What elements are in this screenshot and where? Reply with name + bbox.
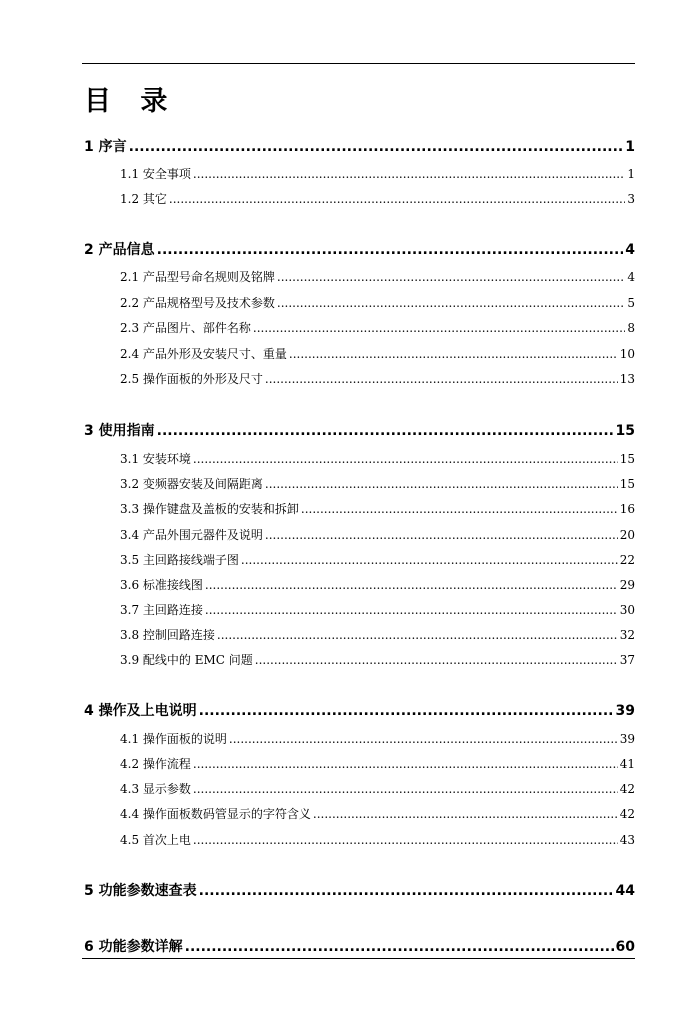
toc-item-2-3[interactable] — [120, 319, 635, 337]
toc-page-number: 32 — [619, 628, 635, 642]
leader-dots — [193, 450, 618, 468]
leader-dots — [169, 190, 625, 208]
toc-section-1[interactable] — [84, 137, 635, 157]
toc-item-label: 2.4 产品外形及安装尺寸、重量 — [120, 347, 287, 361]
toc-item-label: 4.2 操作流程 — [120, 757, 191, 771]
page-title: 目 录 — [84, 86, 178, 117]
toc-section-label: 3 使用指南 — [84, 423, 155, 439]
toc-item-label: 3.2 变频器安装及间隔距离 — [120, 477, 263, 491]
toc-page-number: 42 — [619, 807, 635, 821]
toc-item-2-1[interactable] — [120, 268, 635, 286]
toc-page-number: 1 — [625, 139, 635, 155]
leader-dots — [205, 601, 618, 619]
leader-dots — [193, 755, 618, 773]
leader-dots — [157, 421, 614, 441]
toc-item-3-2[interactable] — [120, 475, 635, 493]
leader-dots — [265, 370, 618, 388]
toc-item-4-3[interactable] — [120, 780, 635, 798]
toc-page-number: 15 — [615, 423, 635, 439]
toc-page-number: 30 — [619, 603, 635, 617]
toc-page-number: 37 — [619, 653, 635, 667]
toc-page-number: 44 — [615, 883, 635, 899]
leader-dots — [265, 526, 618, 544]
toc-item-label: 3.1 安装环境 — [120, 452, 191, 466]
toc-section-2[interactable] — [84, 240, 635, 260]
toc-item-label: 3.7 主回路连接 — [120, 603, 203, 617]
leader-dots — [313, 805, 618, 823]
toc-section-3[interactable] — [84, 421, 635, 441]
toc-item-label: 2.3 产品图片、部件名称 — [120, 321, 251, 335]
toc-item-label: 3.8 控制回路连接 — [120, 628, 215, 642]
leader-dots — [199, 701, 614, 721]
toc-page-number: 10 — [619, 347, 635, 361]
toc-item-label: 3.3 操作键盘及盖板的安装和拆卸 — [120, 502, 299, 516]
leader-dots — [301, 500, 618, 518]
toc-page-number: 39 — [615, 703, 635, 719]
toc-item-label: 2.2 产品规格型号及技术参数 — [120, 296, 275, 310]
leader-dots — [277, 268, 625, 286]
toc-page-number: 1 — [627, 167, 635, 181]
toc-item-label: 1.2 其它 — [120, 192, 167, 206]
toc-item-label: 3.6 标准接线图 — [120, 578, 203, 592]
toc-item-label: 3.4 产品外围元器件及说明 — [120, 528, 263, 542]
toc-page-number: 5 — [627, 296, 635, 310]
toc-item-4-4[interactable] — [120, 805, 635, 823]
toc-page-number: 15 — [619, 452, 635, 466]
top-rule — [82, 63, 635, 64]
leader-dots — [229, 730, 618, 748]
toc-page-number: 60 — [615, 939, 635, 955]
toc-item-label: 3.9 配线中的 EMC 问题 — [120, 653, 253, 667]
leader-dots — [205, 576, 618, 594]
toc-page-number: 29 — [619, 578, 635, 592]
toc-item-4-1[interactable] — [120, 730, 635, 748]
toc-item-label: 2.1 产品型号命名规则及铭牌 — [120, 270, 275, 284]
leader-dots — [193, 831, 618, 849]
leader-dots — [129, 137, 624, 157]
toc-section-label: 5 功能参数速查表 — [84, 883, 197, 899]
toc-section-5[interactable] — [84, 881, 635, 901]
toc-page-number: 15 — [619, 477, 635, 491]
leader-dots — [185, 937, 614, 957]
toc-page-number: 39 — [619, 732, 635, 746]
toc-page-number: 22 — [619, 553, 635, 567]
toc-item-3-9[interactable] — [120, 651, 635, 669]
toc-item-3-5[interactable] — [120, 551, 635, 569]
toc-page-number: 41 — [619, 757, 635, 771]
toc-item-label: 3.5 主回路接线端子图 — [120, 553, 239, 567]
toc-item-1-1[interactable] — [120, 165, 635, 183]
toc-section-label: 4 操作及上电说明 — [84, 703, 197, 719]
toc-section-label: 1 序言 — [84, 139, 127, 155]
toc-item-1-2[interactable] — [120, 190, 635, 208]
toc-item-3-3[interactable] — [120, 500, 635, 518]
toc-page-number: 4 — [625, 242, 635, 258]
toc-item-label: 4.5 首次上电 — [120, 833, 191, 847]
toc-page-number: 4 — [627, 270, 635, 284]
toc-section-4[interactable] — [84, 701, 635, 721]
toc-page-number: 3 — [627, 192, 635, 206]
leader-dots — [157, 240, 624, 260]
toc-item-2-4[interactable] — [120, 345, 635, 363]
bottom-rule — [82, 958, 635, 959]
toc-page-number: 20 — [619, 528, 635, 542]
leader-dots — [193, 780, 618, 798]
toc-item-3-4[interactable] — [120, 526, 635, 544]
toc-page-number: 13 — [619, 372, 635, 386]
toc-section-label: 6 功能参数详解 — [84, 939, 183, 955]
toc-item-3-1[interactable] — [120, 450, 635, 468]
toc-item-4-2[interactable] — [120, 755, 635, 773]
toc-item-3-8[interactable] — [120, 626, 635, 644]
toc-item-3-6[interactable] — [120, 576, 635, 594]
toc-item-label: 4.3 显示参数 — [120, 782, 191, 796]
toc-item-label: 1.1 安全事项 — [120, 167, 191, 181]
leader-dots — [265, 475, 618, 493]
leader-dots — [217, 626, 618, 644]
toc-section-label: 2 产品信息 — [84, 242, 155, 258]
leader-dots — [193, 165, 625, 183]
toc-page-number: 43 — [619, 833, 635, 847]
toc-page-number: 8 — [627, 321, 635, 335]
toc-item-label: 2.5 操作面板的外形及尺寸 — [120, 372, 263, 386]
leader-dots — [277, 294, 625, 312]
toc-item-label: 4.4 操作面板数码管显示的字符含义 — [120, 807, 311, 821]
leader-dots — [253, 319, 625, 337]
toc-item-2-5[interactable] — [120, 370, 635, 388]
toc-section-6[interactable] — [84, 937, 635, 957]
leader-dots — [289, 345, 618, 363]
toc-item-4-5[interactable] — [120, 831, 635, 849]
leader-dots — [255, 651, 618, 669]
toc-item-3-7[interactable] — [120, 601, 635, 619]
toc-page-number: 16 — [619, 502, 635, 516]
leader-dots — [199, 881, 614, 901]
toc-page-number: 42 — [619, 782, 635, 796]
leader-dots — [241, 551, 618, 569]
toc-item-label: 4.1 操作面板的说明 — [120, 732, 227, 746]
toc-item-2-2[interactable] — [120, 294, 635, 312]
